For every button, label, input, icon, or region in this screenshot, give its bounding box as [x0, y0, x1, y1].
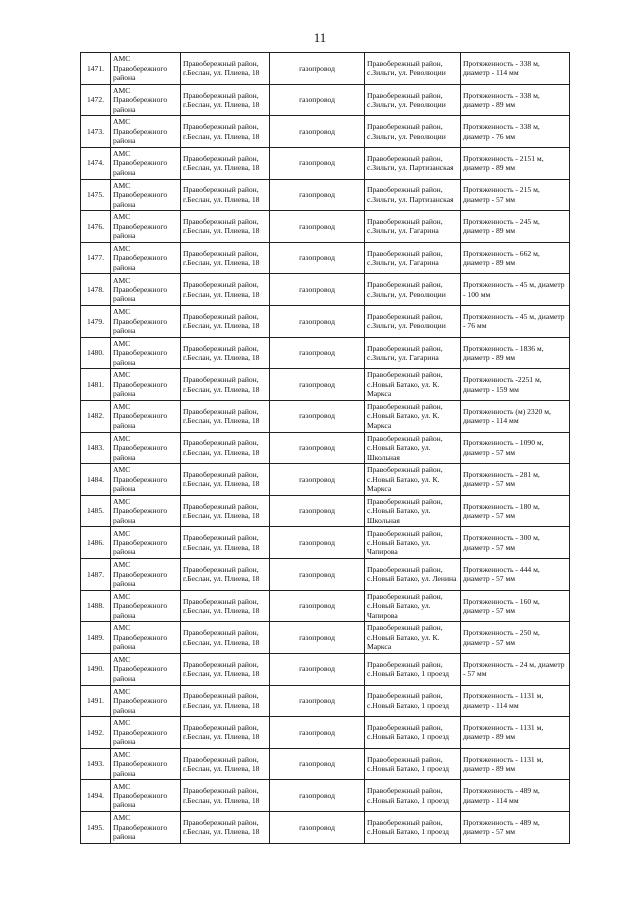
holder-address-cell: Правобережный район, г.Беслан, ул. Плиева, 18	[181, 400, 270, 432]
location-cell: Правобережный район, с.Новый Батако, ул. К. Маркса	[365, 400, 461, 432]
parameters-cell: Протяженность - 1836 м, диаметр - 89 мм	[461, 337, 570, 369]
holder-address-cell: Правобережный район, г.Беслан, ул. Плиева, 18	[181, 717, 270, 749]
object-type-cell: газопровод	[270, 527, 365, 559]
table-row	[81, 812, 570, 844]
row-number: 1480.	[81, 337, 111, 369]
page-number: 11	[313, 30, 327, 45]
parameters-cell: Протяженность - 338 м, диаметр - 114 мм	[461, 53, 570, 85]
holder-cell: АМС Правобережного района	[111, 653, 181, 685]
holder-cell: АМС Правобережного района	[111, 242, 181, 274]
holder-cell: АМС Правобережного района	[111, 337, 181, 369]
location-cell: Правобережный район, с.Зильги, ул. Революции	[365, 116, 461, 148]
holder-address-cell: Правобережный район, г.Беслан, ул. Плиева, 18	[181, 748, 270, 780]
location-cell: Правобережный район, с.Зильги, ул. Гагарина	[365, 337, 461, 369]
table-row	[81, 306, 570, 338]
location-cell: Правобережный район, с.Новый Батако, 1 проезд	[365, 812, 461, 844]
holder-address-cell: Правобережный район, г.Беслан, ул. Плиева, 18	[181, 653, 270, 685]
location-cell: Правобережный район, с.Зильги, ул. Революции	[365, 274, 461, 306]
row-number: 1479.	[81, 306, 111, 338]
row-number: 1489.	[81, 622, 111, 654]
row-number: 1488.	[81, 590, 111, 622]
object-type-cell: газопровод	[270, 84, 365, 116]
object-type-cell: газопровод	[270, 369, 365, 401]
holder-cell: АМС Правобережного района	[111, 116, 181, 148]
object-type-cell: газопровод	[270, 559, 365, 591]
location-cell: Правобережный район, с.Зильги, ул. Революции	[365, 84, 461, 116]
holder-address-cell: Правобережный район, г.Беслан, ул. Плиева, 18	[181, 527, 270, 559]
table-row	[81, 590, 570, 622]
parameters-cell: Протяженность - 662 м, диаметр - 89 мм	[461, 242, 570, 274]
row-number: 1473.	[81, 116, 111, 148]
object-type-cell: газопровод	[270, 812, 365, 844]
location-cell: Правобережный район, с.Новый Батако, ул. Чапирова	[365, 590, 461, 622]
location-cell: Правобережный район, с.Новый Батако, 1 проезд	[365, 685, 461, 717]
object-type-cell: газопровод	[270, 780, 365, 812]
row-number: 1486.	[81, 527, 111, 559]
holder-address-cell: Правобережный район, г.Беслан, ул. Плиева, 18	[181, 116, 270, 148]
parameters-cell: Протяженность - 1131 м, диаметр - 114 мм	[461, 685, 570, 717]
location-cell: Правобережный район, с.Новый Батако, 1 проезд	[365, 780, 461, 812]
row-number: 1474.	[81, 147, 111, 179]
table-row	[81, 53, 570, 85]
row-number: 1493.	[81, 748, 111, 780]
parameters-cell: Протяженность - 24 м, диаметр - 57 мм	[461, 653, 570, 685]
row-number: 1478.	[81, 274, 111, 306]
location-cell: Правобережный район, с.Новый Батако, 1 проезд	[365, 653, 461, 685]
parameters-cell: Протяженность - 160 м, диаметр - 57 мм	[461, 590, 570, 622]
object-type-cell: газопровод	[270, 274, 365, 306]
holder-cell: АМС Правобережного района	[111, 780, 181, 812]
table-row	[81, 495, 570, 527]
row-number: 1484.	[81, 464, 111, 496]
table-row	[81, 780, 570, 812]
table-row	[81, 179, 570, 211]
parameters-cell: Протяженность - 250 м, диаметр - 57 мм	[461, 622, 570, 654]
table-row	[81, 464, 570, 496]
object-type-cell: газопровод	[270, 179, 365, 211]
location-cell: Правобережный район, с.Новый Батако, 1 проезд	[365, 717, 461, 749]
object-type-cell: газопровод	[270, 432, 365, 464]
row-number: 1492.	[81, 717, 111, 749]
row-number: 1472.	[81, 84, 111, 116]
object-type-cell: газопровод	[270, 717, 365, 749]
holder-address-cell: Правобережный район, г.Беслан, ул. Плиева, 18	[181, 559, 270, 591]
table-row	[81, 685, 570, 717]
location-cell: Правобережный район, с.Новый Батако, ул. Чапирова	[365, 527, 461, 559]
holder-address-cell: Правобережный район, г.Беслан, ул. Плиева, 18	[181, 242, 270, 274]
holder-cell: АМС Правобережного района	[111, 527, 181, 559]
object-type-cell: газопровод	[270, 748, 365, 780]
table-row	[81, 717, 570, 749]
table-row	[81, 748, 570, 780]
table-row	[81, 274, 570, 306]
holder-address-cell: Правобережный район, г.Беслан, ул. Плиева, 18	[181, 464, 270, 496]
parameters-cell: Протяженность - 444 м, диаметр - 57 мм	[461, 559, 570, 591]
holder-address-cell: Правобережный район, г.Беслан, ул. Плиева, 18	[181, 590, 270, 622]
table-row	[81, 400, 570, 432]
parameters-cell: Протяженность - 338 м, диаметр - 89 мм	[461, 84, 570, 116]
holder-cell: АМС Правобережного района	[111, 717, 181, 749]
row-number: 1487.	[81, 559, 111, 591]
table-row	[81, 432, 570, 464]
table-row	[81, 369, 570, 401]
holder-address-cell: Правобережный район, г.Беслан, ул. Плиева, 18	[181, 432, 270, 464]
location-cell: Правобережный район, с.Зильги, ул. Партизанская	[365, 179, 461, 211]
row-number: 1482.	[81, 400, 111, 432]
holder-cell: АМС Правобережного района	[111, 464, 181, 496]
parameters-cell: Протяженность - 215 м, диаметр - 57 мм	[461, 179, 570, 211]
holder-cell: АМС Правобережного района	[111, 274, 181, 306]
holder-cell: АМС Правобережного района	[111, 211, 181, 243]
object-type-cell: газопровод	[270, 400, 365, 432]
holder-address-cell: Правобережный район, г.Беслан, ул. Плиева, 18	[181, 179, 270, 211]
holder-cell: АМС Правобережного района	[111, 84, 181, 116]
location-cell: Правобережный район, с.Новый Батако, 1 проезд	[365, 748, 461, 780]
object-type-cell: газопровод	[270, 622, 365, 654]
object-type-cell: газопровод	[270, 116, 365, 148]
object-type-cell: газопровод	[270, 495, 365, 527]
parameters-cell: Протяженность - 489 м, диаметр - 114 мм	[461, 780, 570, 812]
holder-cell: АМС Правобережного района	[111, 559, 181, 591]
parameters-cell: Протяженность - 2151 м, диаметр - 89 мм	[461, 147, 570, 179]
holder-address-cell: Правобережный район, г.Беслан, ул. Плиева, 18	[181, 147, 270, 179]
row-number: 1494.	[81, 780, 111, 812]
location-cell: Правобережный район, с.Новый Батако, ул. К. Маркса	[365, 622, 461, 654]
table-row	[81, 211, 570, 243]
object-type-cell: газопровод	[270, 685, 365, 717]
object-type-cell: газопровод	[270, 337, 365, 369]
object-type-cell: газопровод	[270, 242, 365, 274]
table-row	[81, 147, 570, 179]
table-row	[81, 242, 570, 274]
row-number: 1471.	[81, 53, 111, 85]
holder-cell: АМС Правобережного района	[111, 306, 181, 338]
parameters-cell: Протяженность - 489 м, диаметр - 57 мм	[461, 812, 570, 844]
row-number: 1483.	[81, 432, 111, 464]
row-number: 1476.	[81, 211, 111, 243]
table-row	[81, 527, 570, 559]
holder-cell: АМС Правобережного района	[111, 432, 181, 464]
holder-cell: АМС Правобережного района	[111, 590, 181, 622]
parameters-cell: Протяженность -2251 м, диаметр - 159 мм	[461, 369, 570, 401]
holder-address-cell: Правобережный район, г.Беслан, ул. Плиева, 18	[181, 84, 270, 116]
parameters-cell: Протяженность - 45 м, диаметр - 76 мм	[461, 306, 570, 338]
object-type-cell: газопровод	[270, 464, 365, 496]
holder-cell: АМС Правобережного района	[111, 179, 181, 211]
parameters-cell: Протяженность - 338 м, диаметр - 76 мм	[461, 116, 570, 148]
holder-address-cell: Правобережный район, г.Беслан, ул. Плиева, 18	[181, 211, 270, 243]
holder-address-cell: Правобережный район, г.Беслан, ул. Плиева, 18	[181, 622, 270, 654]
row-number: 1477.	[81, 242, 111, 274]
holder-address-cell: Правобережный район, г.Беслан, ул. Плиева, 18	[181, 274, 270, 306]
object-type-cell: газопровод	[270, 147, 365, 179]
parameters-cell: Протяженность - 1131 м, диаметр - 89 мм	[461, 717, 570, 749]
row-number: 1490.	[81, 653, 111, 685]
holder-address-cell: Правобережный район, г.Беслан, ул. Плиева, 18	[181, 337, 270, 369]
location-cell: Правобережный район, с.Новый Батако, ул. Школьная	[365, 432, 461, 464]
holder-address-cell: Правобережный район, г.Беслан, ул. Плиева, 18	[181, 812, 270, 844]
holder-cell: АМС Правобережного района	[111, 369, 181, 401]
holder-address-cell: Правобережный район, г.Беслан, ул. Плиева, 18	[181, 685, 270, 717]
holder-cell: АМС Правобережного района	[111, 685, 181, 717]
parameters-cell: Протяженность - 245 м, диаметр - 89 мм	[461, 211, 570, 243]
holder-address-cell: Правобережный район, г.Беслан, ул. Плиева, 18	[181, 53, 270, 85]
table-row	[81, 116, 570, 148]
holder-cell: АМС Правобережного района	[111, 147, 181, 179]
table-row	[81, 622, 570, 654]
holder-cell: АМС Правобережного района	[111, 495, 181, 527]
holder-address-cell: Правобережный район, г.Беслан, ул. Плиева, 18	[181, 306, 270, 338]
parameters-cell: Протяженность (м) 2320 м, диаметр - 114 мм	[461, 400, 570, 432]
holder-address-cell: Правобережный район, г.Беслан, ул. Плиева, 18	[181, 495, 270, 527]
location-cell: Правобережный район, с.Новый Батако, ул. Школьная	[365, 495, 461, 527]
location-cell: Правобережный район, с.Новый Батако, ул. Ленина	[365, 559, 461, 591]
location-cell: Правобережный район, с.Зильги, ул. Гагарина	[365, 211, 461, 243]
object-type-cell: газопровод	[270, 306, 365, 338]
registry-table	[80, 52, 570, 844]
location-cell: Правобережный район, с.Зильги, ул. Партизанская	[365, 147, 461, 179]
parameters-cell: Протяженность - 45 м, диаметр - 100 мм	[461, 274, 570, 306]
table-row	[81, 653, 570, 685]
holder-cell: АМС Правобережного района	[111, 622, 181, 654]
holder-cell: АМС Правобережного района	[111, 400, 181, 432]
holder-cell: АМС Правобережного района	[111, 812, 181, 844]
table-row	[81, 337, 570, 369]
location-cell: Правобережный район, с.Зильги, ул. Революции	[365, 53, 461, 85]
parameters-cell: Протяженность - 180 м, диаметр - 57 мм	[461, 495, 570, 527]
holder-address-cell: Правобережный район, г.Беслан, ул. Плиева, 18	[181, 780, 270, 812]
holder-address-cell: Правобережный район, г.Беслан, ул. Плиева, 18	[181, 369, 270, 401]
row-number: 1491.	[81, 685, 111, 717]
location-cell: Правобережный район, с.Новый Батако, ул. К. Маркса	[365, 464, 461, 496]
row-number: 1475.	[81, 179, 111, 211]
holder-cell: АМС Правобережного района	[111, 748, 181, 780]
location-cell: Правобережный район, с.Зильги, ул. Революции	[365, 306, 461, 338]
row-number: 1481.	[81, 369, 111, 401]
registry-table-body	[81, 53, 570, 844]
row-number: 1495.	[81, 812, 111, 844]
object-type-cell: газопровод	[270, 53, 365, 85]
location-cell: Правобережный район, с.Зильги, ул. Гагарина	[365, 242, 461, 274]
holder-cell: АМС Правобережного района	[111, 53, 181, 85]
parameters-cell: Протяженность - 300 м, диаметр - 57 мм	[461, 527, 570, 559]
table-row	[81, 84, 570, 116]
parameters-cell: Протяженность - 1131 м, диаметр - 89 мм	[461, 748, 570, 780]
table-row	[81, 559, 570, 591]
object-type-cell: газопровод	[270, 653, 365, 685]
parameters-cell: Протяженность - 281 м, диаметр - 57 мм	[461, 464, 570, 496]
parameters-cell: Протяженность - 1090 м, диаметр - 57 мм	[461, 432, 570, 464]
object-type-cell: газопровод	[270, 211, 365, 243]
row-number: 1485.	[81, 495, 111, 527]
object-type-cell: газопровод	[270, 590, 365, 622]
location-cell: Правобережный район, с.Новый Батако, ул. К. Маркса	[365, 369, 461, 401]
